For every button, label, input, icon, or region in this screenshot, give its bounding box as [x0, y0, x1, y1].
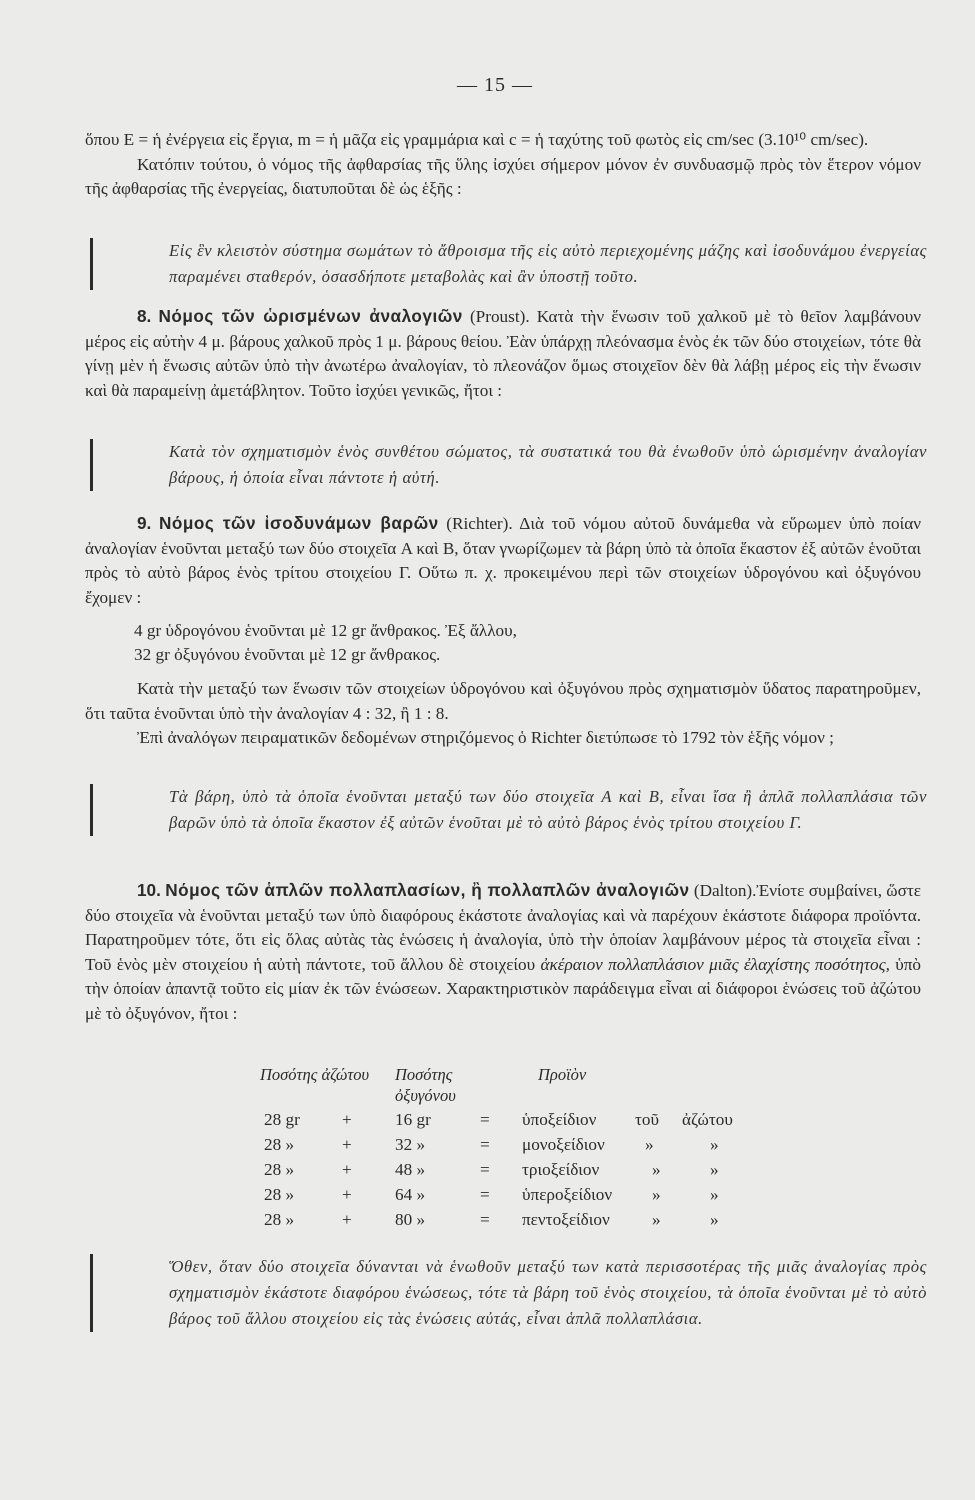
section-richter: [85, 677, 921, 751]
table-row: 28 » + 64 » = ὑπεροξείδιον » »: [264, 1185, 719, 1204]
law-9-text: (Richter). Διὰ τοῦ νόμου αὐτοῦ δυνάμεθα νὰ εὕρωμεν ὑπὸ ποίαν ἀναλογίαν ἑνοῦνται μεταξύ των δύο στοιχεῖα A καὶ B, ὅταν γνωρίζωμεν τὰ βάρη ὑπὸ τὰ ὁποῖα ἕκαστον ἐξ αὐτῶν ἑνοῦται πρὸς τὸ αὐτὸ βάρος ἑνὸς τρίτου στοιχείου Γ. Οὕτω π. χ. προκειμένου περὶ τῶν στοιχείων ὑδρογόνου καὶ ὀξυγόνου ἔχομεν :: [85, 514, 922, 607]
law-10-title: Νόμος τῶν ἁπλῶν πολλαπλασίων, ἢ πολλαπλῶν ἀναλογιῶν: [165, 880, 690, 900]
law-10-text-end: ὑπὸ τὴν ὁποίαν ἀπαντᾷ τοῦτο εἰς μίαν ἐκ τῶν ἑνώσεων. Χαρακτηριστικὸν παράδειγμα εἶναι αἱ διάφοροι ἑνώσεις τοῦ ἀζώτου μὲ τὸ ὀξυγόνον, ἤτοι :: [85, 954, 922, 1023]
table-row: 28 » + 32 » = μονοξείδιον » »: [264, 1135, 719, 1154]
law-9-title: Νόμος τῶν ἰσοδυνάμων βαρῶν: [158, 513, 439, 533]
law-8-text: (Proust). Κατὰ τὴν ἕνωσιν τοῦ χαλκοῦ μὲ τὸ θεῖον λαμβάνουν μέρος εἰς αὐτὴν 4 μ. βάρους χαλκοῦ πρὸς 1 μ. βάρους θείου. Ἐὰν ὑπάρχῃ πλεόνασμα ἑνὸς ἐκ τῶν δύο στοιχείων, τότε θὰ γίνῃ μὲν ἡ ἕνωσις αὐτῶν ὑπὸ τὴν ἀνωτέρω ἀναλογίαν, τὸ πλεονάζον ὅμως στοιχεῖον δὲν θὰ λάβῃ μέρος εἰς τὴν ἕνωσιν καὶ θὰ παραμείνῃ ἀμετάβλητον. Τοῦτο ἰσχύει γενικῶς, ἤτοι :: [85, 307, 922, 400]
section-law-9: [85, 511, 921, 610]
page-number: — 15 —: [457, 74, 533, 96]
example-line-1: 4 gr ὑδρογόνου ἑνοῦνται μὲ 12 gr ἄνθρακος. Ἐξ ἄλλου,: [134, 621, 517, 640]
paragraph-2: Κατόπιν τούτου, ὁ νόμος τῆς ἀφθαρσίας τῆς ὕλης ἰσχύει σήμερον μόνον ἐν συνδυασμῷ πρὸς τὸν ἕτερον νόμον τῆς ἀφθαρσίας τῆς ἐνεργείας, διατυποῦται δὲ ὡς ἑξῆς :: [85, 154, 921, 198]
law-statement-definite-proportions: Κατὰ τὸν σχηματισμὸν ἑνὸς συνθέτου σώματος, τὰ συστατικά του θὰ ἑνωθοῦν ὑπὸ ὡρισμένην ἀναλογίαν βάρους, ἡ ὁποία εἶναι πάντοτε ἡ αὐτή.: [90, 439, 927, 491]
table-header-oxygen: Ποσότης ὀξυγόνου: [395, 1065, 456, 1105]
section-law-10: [85, 878, 921, 1026]
paragraph-1: ὅπου E = ἡ ἐνέργεια εἰς ἔργια, m = ἡ μᾶζα εἰς γραμμάρια καὶ c = ἡ ταχύτης τοῦ φωτὸς εἰς cm/sec (3.10¹⁰ cm/sec).: [85, 130, 869, 149]
example-line-2: 32 gr ὀξυγόνου ἑνοῦνται μὲ 12 gr ἄνθρακος.: [134, 645, 441, 664]
table-row: 28 » + 80 » = πεντοξείδιον » »: [264, 1210, 719, 1229]
table-row: 28 gr + 16 gr = ὑποξείδιον τοῦ ἀζώτου: [264, 1110, 733, 1129]
law-statement-conservation: Εἰς ἓν κλειστὸν σύστημα σωμάτων τὸ ἄθροισμα τῆς εἰς αὐτὸ περιεχομένης μάζης καὶ ἰσοδυνάμου ἐνεργείας παραμένει σταθερόν, ὁσασδήποτε μεταβολὰς καὶ ἂν ὑποστῇ τοῦτο.: [90, 238, 927, 290]
table-row: 28 » + 48 » = τριοξείδιον » »: [264, 1160, 719, 1179]
law-10-text: (Dalton).Ἐνίοτε συμβαίνει, ὥστε δύο στοιχεῖα νὰ ἑνοῦνται μεταξύ των ὑπὸ διαφόρους ἑκάστοτε ἀναλογίας καὶ νὰ παρέχουν ἑκάστοτε διάφορα προϊόντα. Παρατηροῦμεν τότε, ὅτι εἰς ὅλας αὐτὰς τὰς ἑνώσεις ἡ ἀναλογία, ὑπὸ τὴν ὁποίαν λαμβάνουν μέρος τὰ στοιχεῖα εἶναι : Τοῦ ἑνὸς μὲν στοιχείου ἡ αὐτὴ πάντοτε, τοῦ ἄλλου δὲ στοιχείου: [85, 881, 922, 974]
paragraph-energy-definition: [85, 128, 921, 202]
law-8-title: Νόμος τῶν ὡρισμένων ἀναλογιῶν: [158, 306, 463, 326]
law-statement-equivalent-weights: Τὰ βάρη, ὑπὸ τὰ ὁποῖα ἑνοῦνται μεταξύ των δύο στοιχεῖα A καὶ B, εἶναι ἴσα ἢ ἁπλᾶ πολλαπλάσια τῶν βαρῶν ὑπὸ τὰ ὁποῖα ἕκαστον ἐξ αὐτῶν ἑνοῦται μὲ τὸ αὐτὸ βάρος ἑνὸς τρίτου στοιχείου Γ.: [90, 784, 927, 836]
law-10-text-italic: ἀκέραιον πολλαπλάσιον μιᾶς ἐλαχίστης ποσότητος,: [540, 954, 890, 974]
table-header-nitrogen: Ποσότης ἀζώτου: [260, 1065, 370, 1084]
law-9-number: 9.: [137, 513, 152, 533]
paragraph-richter-1: Κατὰ τὴν μεταξύ των ἕνωσιν τῶν στοιχείων ὑδρογόνου καὶ ὀξυγόνου πρὸς σχηματισμὸν ὕδατος παρατηροῦμεν, ὅτι ταῦτα ἑνοῦνται ὑπὸ τὴν ἀναλογίαν 4 : 32, ἢ 1 : 8.: [85, 679, 921, 723]
law-8-number: 8.: [137, 306, 152, 326]
law-statement-multiple-proportions: Ὅθεν, ὅταν δύο στοιχεῖα δύνανται νὰ ἑνωθοῦν μεταξύ των κατὰ περισσοτέρας τῆς μιᾶς ἀναλογίας πρὸς σχηματισμὸν ἑκάστοτε διαφόρου ἑνώσεως, τότε τὰ βάρη τοῦ ἑνὸς στοιχείου, τὰ ὁποῖα ἑνοῦνται μὲ τὸ αὐτὸ βάρος τοῦ ἄλλου στοιχείου εἰς τὰς ἑνώσεις αὐτάς, εἶναι ἁπλᾶ πολλαπλάσια.: [90, 1254, 927, 1332]
law-10-number: 10.: [137, 880, 161, 900]
paragraph-richter-2: Ἐπὶ ἀναλόγων πειραματικῶν δεδομένων στηριζόμενος ὁ Richter διετύπωσε τὸ 1792 τὸν ἑξῆς νόμον ;: [137, 728, 834, 747]
section-law-8: [85, 304, 921, 403]
table-header-product: Προϊὸν: [538, 1065, 587, 1084]
